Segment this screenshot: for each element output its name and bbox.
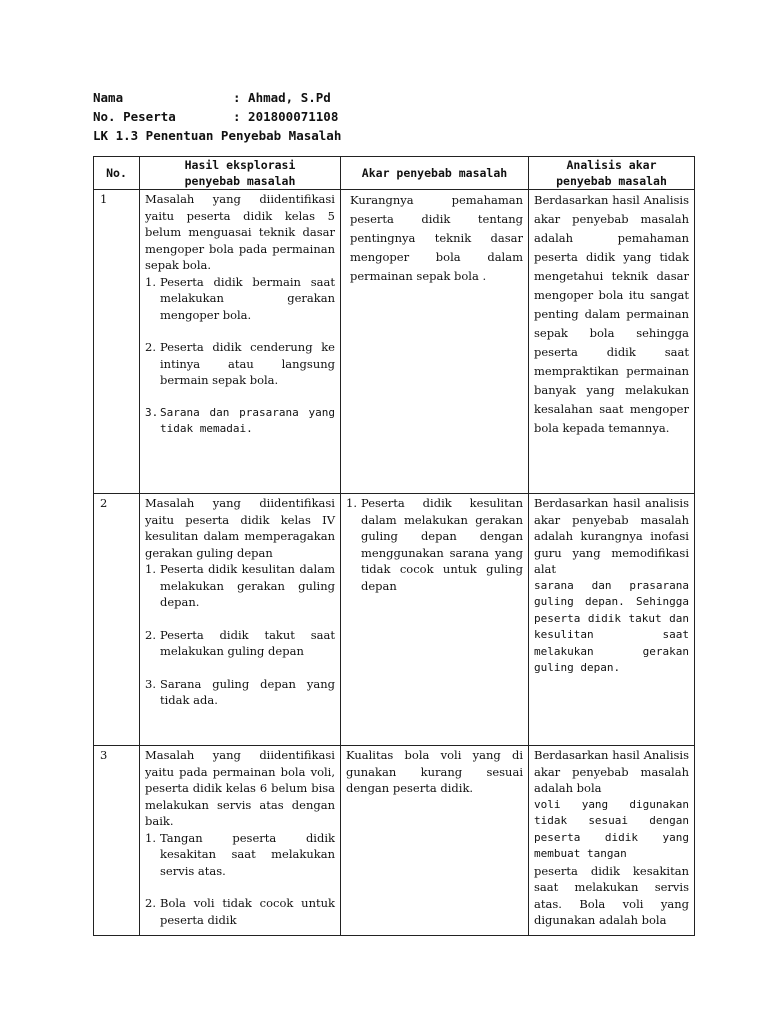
analisis-text-continued: sarana dan prasarana guling depan. Sehingga peserta didik takut dan kesulitan saat melakukan gerakan guling depan. (534, 578, 689, 674)
hasil-list (145, 561, 335, 709)
akar-text: Kualitas bola voli yang di gunakan kurang sesuai dengan peserta didik. (346, 748, 523, 795)
col-header-akar: Akar penyebab masalah (341, 157, 529, 190)
name-row (93, 88, 341, 107)
hasil-cell (140, 746, 341, 936)
list-item: 2. Peserta didik cenderung ke intinya atau langsung bermain sepak bola. (145, 340, 335, 387)
col-header-analisis: Analisis akar penyebab masalah (529, 157, 695, 190)
hasil-list (145, 274, 335, 438)
hasil-cell (140, 190, 341, 494)
akar-cell (341, 190, 529, 494)
peserta-value: : 201800071108 (233, 109, 339, 124)
analisis-text: Berdasarkan hasil Analisis akar penyebab masalah adalah pemahaman peserta didik yang tidak mengetahui teknik dasar mengoper bola itu sangat penting dalam permainan sepak bola sehingga peserta didik saat mempraktikan permainan banyak yang melakukan kesalahan saat mengoper bola kepada temannya. (534, 193, 689, 435)
list-item: 3. Sarana guling depan yang tidak ada. (145, 676, 335, 707)
row-number: 2 (94, 494, 140, 746)
akar-cell (341, 746, 529, 936)
analisis-cell (529, 190, 695, 494)
analisis-text-continued: voli yang digunakan tidak sesuai dengan peserta didik yang membuat tangan (534, 797, 689, 860)
list-item: 2. Peserta didik takut saat melakukan guling depan (145, 627, 335, 658)
col-header-no: No. (94, 157, 140, 190)
table-row (94, 746, 695, 936)
list-item: 1. Peserta didik kesulitan dalam melakukan gerakan guling depan. (145, 562, 335, 609)
list-item: 2. Bola voli tidak cocok untuk peserta didik (145, 896, 335, 927)
analisis-text: Berdasarkan hasil Analisis akar penyebab masalah adalah bola (534, 748, 689, 795)
list-item: 1. Tangan peserta didik kesakitan saat melakukan servis atas. (145, 830, 335, 878)
table-row (94, 190, 695, 494)
document-title: LK 1.3 Penentuan Penyebab Masalah (93, 128, 342, 143)
list-item: 1. Peserta didik kesulitan dalam melakukan gerakan guling depan dengan menggunakan sarana yang tidak cocok untuk guling depan (346, 496, 523, 593)
hasil-list (145, 830, 335, 929)
name-label: Nama (93, 90, 124, 105)
analisis-cell (529, 746, 695, 936)
analisis-text-end: peserta didik kesakitan saat melakukan servis atas. Bola voli yang digunakan adalah bola (534, 863, 689, 927)
analisis-cell (529, 494, 695, 746)
row-number: 3 (94, 746, 140, 936)
col-header-hasil: Hasil eksplorasi penyebab masalah (140, 157, 341, 190)
analisis-text: Berdasarkan hasil analisis akar penyebab masalah adalah kurangnya inofasi guru yang memodifikasi alat (534, 496, 689, 576)
hasil-intro: Masalah yang diidentifikasi yaitu peserta didik kelas 5 belum menguasai teknik dasar mengoper bola pada permainan sepak bola. (145, 192, 335, 272)
table-header-row (94, 157, 695, 190)
hasil-intro: Masalah yang diidentifikasi yaitu pada permainan bola voli, peserta didik kelas 6 belum bisa melakukan servis atas dengan baik. (145, 748, 335, 828)
document-header (93, 88, 341, 145)
akar-text: Kurangnya pemahaman peserta didik tentang pentingnya teknik dasar mengoper bola dalam permainan sepak bola . (350, 193, 523, 283)
list-item: 3. Sarana dan prasarana yang tidak memadai. (145, 405, 335, 435)
name-value: : Ahmad, S.Pd (233, 90, 331, 105)
list-item: 1. Peserta didik bermain saat melakukan gerakan mengoper bola. (145, 274, 335, 322)
hasil-cell (140, 494, 341, 746)
peserta-label: No. Peserta (93, 109, 176, 124)
hasil-intro: Masalah yang diidentifikasi yaitu peserta didik kelas IV kesulitan dalam memperagakan gerakan guling depan (145, 496, 335, 560)
problem-table (93, 156, 695, 936)
peserta-row (93, 107, 341, 126)
akar-list (346, 495, 523, 594)
table-row (94, 494, 695, 746)
row-number: 1 (94, 190, 140, 494)
akar-cell (341, 494, 529, 746)
